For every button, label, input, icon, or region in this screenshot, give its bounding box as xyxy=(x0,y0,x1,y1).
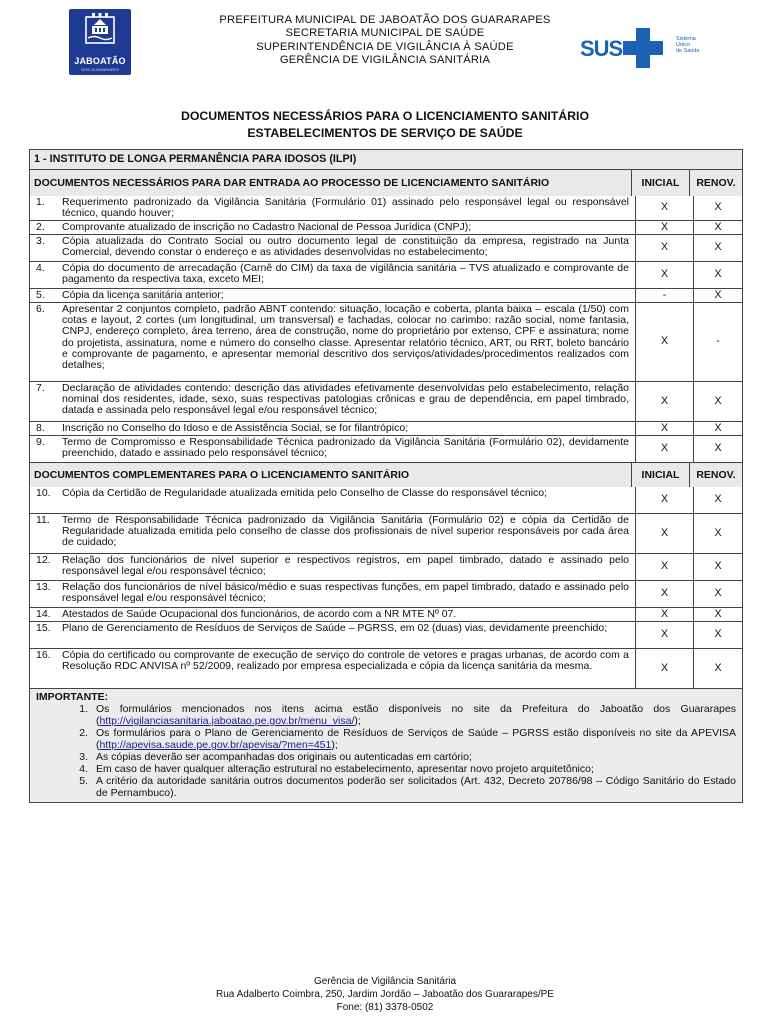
item-text: Termo de Responsabilidade Técnica padronizado da Vigilância Sanitária (Formulário 02) e cópia da Certidão de Regularidade atualizada emitida pelo conselho de classe dos profissionais de nível superior responsáveis por cada área de cuidado; xyxy=(62,514,629,549)
col-inicial: INICIAL xyxy=(632,170,690,196)
requirement-cell xyxy=(30,235,636,261)
requirement-cell xyxy=(30,303,636,381)
inicial-mark: X xyxy=(636,303,694,381)
requirement-cell xyxy=(30,382,636,421)
title-line-1: DOCUMENTOS NECESSÁRIOS PARA O LICENCIAMENTO SANITÁRIO xyxy=(180,109,590,123)
important-item-number: 5. xyxy=(79,775,88,787)
item-number: 3. xyxy=(36,235,45,247)
item-number: 15. xyxy=(36,622,51,634)
table-row xyxy=(30,513,742,553)
important-item-text xyxy=(96,763,736,775)
table-row xyxy=(30,381,742,421)
important-link[interactable]: http://vigilanciasanitaria.jaboatao.pe.gov.br/menu_visa/ xyxy=(99,715,355,727)
city-crest-icon xyxy=(84,13,116,47)
important-text-post: ); xyxy=(354,715,361,727)
page-footer xyxy=(100,975,670,1014)
renov-mark: X xyxy=(714,288,722,301)
section-title: 1 - INSTITUTO DE LONGA PERMANÊNCIA PARA IDOSOS (ILPI) xyxy=(30,150,742,169)
renov-mark: X xyxy=(714,241,722,254)
table-row xyxy=(30,580,742,607)
sus-logo xyxy=(580,28,710,72)
table-row xyxy=(30,553,742,580)
inicial-mark: X xyxy=(636,436,694,462)
important-item-number: 2. xyxy=(79,727,88,739)
inicial-mark: X xyxy=(636,554,694,580)
item-text: Plano de Gerenciamento de Resíduos de Serviços de Saúde – PGRSS, em 02 (duas) vias, devidamente preenchido; xyxy=(62,622,608,634)
requirement-cell xyxy=(30,221,636,234)
inicial-mark: X xyxy=(636,422,694,435)
requirement-cell xyxy=(30,196,636,220)
table-row xyxy=(30,487,742,513)
item-text: Cópia da Certidão de Regularidade atualizada emitida pelo Conselho de Classe do responsável técnico; xyxy=(62,487,548,499)
important-item-number: 4. xyxy=(79,763,88,775)
item-number: 9. xyxy=(36,436,45,448)
requirement-cell xyxy=(30,487,636,513)
renov-mark: X xyxy=(714,268,722,281)
requirement-cell xyxy=(30,554,636,580)
logo-subtitle: DOS GUARARAPES xyxy=(81,67,119,72)
title-line-2: ESTABELECIMENTOS DE SERVIÇO DE SAÚDE xyxy=(247,125,523,140)
table-row xyxy=(30,234,742,261)
item-number: 4. xyxy=(36,262,45,274)
item-number: 6. xyxy=(36,303,45,315)
item-text: Cópia do documento de arrecadação (Carnê do CIM) da taxa de vigilância sanitária – TVS atualizado e comprovante de pagamento da respectiva taxa, exceto MEI; xyxy=(62,262,629,286)
renov-mark: X xyxy=(714,394,722,407)
inicial-mark: X xyxy=(636,649,694,688)
table-row xyxy=(30,261,742,288)
item-text: Cópia atualizada do Contrato Social ou outro documento legal de constituição da empresa, registrado na Junta Comercial, devendo constar o endereço e as atividades desenvolvidas no estabelecimento; xyxy=(62,235,629,259)
important-item-text xyxy=(96,775,736,799)
important-row xyxy=(30,688,742,802)
item-text: Relação dos funcionários de nível superior e respectivos registros, em papel timbrado, datado e assinado pelo responsável legal e/ou responsável técnico; xyxy=(62,554,629,578)
footer-line-1: Gerência de Vigilância Sanitária xyxy=(313,976,457,987)
footer-line-3: Fone: (81) 3378-0502 xyxy=(336,1002,434,1013)
sus-cross-icon xyxy=(623,28,663,68)
renov-mark: X xyxy=(714,526,722,539)
requirement-cell xyxy=(30,262,636,288)
important-link[interactable]: http://apevisa.saude.pe.gov.br/apevisa/?men=451 xyxy=(99,739,332,751)
inicial-mark: X xyxy=(636,622,694,648)
item-text: Atestados de Saúde Ocupacional dos funcionários, de acordo com a NR MTE Nº 07. xyxy=(62,608,457,620)
item-text: Inscrição no Conselho do Idoso e de Assistência Social, se for filantrópico; xyxy=(62,422,409,434)
table-row xyxy=(30,220,742,234)
item-number: 16. xyxy=(36,649,51,661)
renov-mark: X xyxy=(714,493,722,506)
table-row xyxy=(30,421,742,435)
item-number: 11. xyxy=(36,514,50,526)
header-line-2: SECRETARIA MUNICIPAL DE SAÚDE xyxy=(285,27,485,40)
important-item xyxy=(36,703,736,727)
item-number: 10. xyxy=(36,487,51,499)
important-item-text xyxy=(96,751,736,763)
inicial-mark: X xyxy=(636,514,694,553)
renov-mark: X xyxy=(714,201,722,214)
col-inicial: INICIAL xyxy=(632,463,690,487)
renov-mark: - xyxy=(716,335,720,348)
document-title xyxy=(100,108,670,141)
table2-head: DOCUMENTOS COMPLEMENTARES PARA O LICENCIAMENTO SANITÁRIO xyxy=(30,463,632,487)
item-text: Cópia do certificado ou comprovante de execução de serviço do controle de vetores e pragas urbanas, de acordo com a Resolução RDC ANVISA nº 52/2009, realizado por empresa especializada e cópia da licença sanitária da mesma. xyxy=(62,649,629,673)
item-number: 1. xyxy=(36,196,45,208)
renov-mark: X xyxy=(714,220,722,233)
important-item xyxy=(36,727,736,751)
important-text-pre: As cópias deverão ser acompanhadas dos originais ou autenticadas em cartório; xyxy=(96,751,472,763)
table1-header-row xyxy=(30,169,742,196)
requirement-cell xyxy=(30,622,636,648)
renov-mark: X xyxy=(714,560,722,573)
requirement-cell xyxy=(30,649,636,688)
col-renov: RENOV. xyxy=(696,177,736,189)
inicial-mark: X xyxy=(636,382,694,421)
item-text: Apresentar 2 conjuntos completo, padrão ABNT contendo: situação, locação e coberta, planta baixa – escala (1/50) com cotas e layout, 2 cortes (um longitudinal, um transversal) e fachadas, colocar no carimbo: razão social, nome fantasia, CNPJ, endereço completo, área terreno, área de construção, nome do proprietário por extenso, CPF e assinatura; nome do projetista, assinatura, nome e número do conselho classe. Apresentar relatório técnico, ART, ou RRT, boleto bancário e comprovante de pagamento, e apresentar memorial descritivo dos serviços/atividades/procedimentos realizados com detalhes; xyxy=(62,303,629,372)
item-number: 8. xyxy=(36,422,45,434)
requirement-cell xyxy=(30,289,636,302)
item-text: Cópia da licença sanitária anterior; xyxy=(62,289,224,301)
table-row xyxy=(30,621,742,648)
sus-tagline xyxy=(676,36,700,55)
header-line-4: GERÊNCIA DE VIGILÂNCIA SANITÁRIA xyxy=(279,54,491,67)
table1-head: DOCUMENTOS NECESSÁRIOS PARA DAR ENTRADA AO PROCESSO DE LICENCIAMENTO SANITÁRIO xyxy=(30,170,632,196)
header-line-3: SUPERINTENDÊNCIA DE VIGILÂNCIA À SAÚDE xyxy=(256,40,514,53)
header-line-1: PREFEITURA MUNICIPAL DE JABOATÃO DOS GUARARAPES xyxy=(219,14,551,26)
inicial-mark: X xyxy=(636,235,694,261)
institution-header xyxy=(180,14,590,68)
important-text-pre: Os formulários mencionados nos itens acima estão disponíveis no site da Prefeitura do Jaboatão dos Guararapes ( xyxy=(96,703,736,727)
item-number: 2. xyxy=(36,221,45,233)
page-header xyxy=(0,0,770,90)
logo-city-name: JABOATÃO xyxy=(74,56,126,66)
sus-tag-3: de Saúde xyxy=(676,48,700,55)
renov-mark: X xyxy=(714,442,722,455)
item-number: 13. xyxy=(36,581,51,593)
requirement-cell xyxy=(30,608,636,621)
sus-tag-2: Único xyxy=(676,42,691,49)
table-row xyxy=(30,648,742,688)
item-text: Comprovante atualizado de inscrição no Cadastro Nacional de Pessoa Jurídica (CNPJ); xyxy=(62,221,472,233)
renov-mark: X xyxy=(714,628,722,641)
item-text: Requerimento padronizado da Vigilância Sanitária (Formulário 01) assinado pelo responsável legal ou responsável técnico, quando houver; xyxy=(62,196,629,220)
requirements-table xyxy=(29,149,743,803)
item-number: 5. xyxy=(36,289,45,301)
jaboatao-logo xyxy=(69,9,131,75)
table2-header-row xyxy=(30,462,742,487)
item-text: Relação dos funcionários de nível básico/médio e suas respectivas funções, em papel timbrado, datado e assinado pelo responsável legal e/ou responsável técnico; xyxy=(62,581,629,605)
inicial-mark: X xyxy=(636,196,694,220)
item-number: 12. xyxy=(36,554,51,566)
requirement-cell xyxy=(30,514,636,553)
table-row xyxy=(30,288,742,302)
important-item xyxy=(36,775,736,799)
important-box xyxy=(30,689,742,802)
important-item-number: 3. xyxy=(79,751,88,763)
important-item-text xyxy=(96,703,736,727)
requirement-cell xyxy=(30,436,636,462)
renov-mark: X xyxy=(714,421,722,434)
important-item xyxy=(36,763,736,775)
table-row xyxy=(30,607,742,621)
important-text-post: ); xyxy=(331,739,338,751)
important-item-number: 1. xyxy=(79,703,88,715)
item-number: 7. xyxy=(36,382,45,394)
item-text: Declaração de atividades contendo: descrição das atividades efetivamente desenvolvidas pelo estabelecimento, relação nominal dos residentes, idade, sexo, suas respectivas patologias crônicas e grau de dependência, em papel timbrado, datada e assinada pelo responsável legal e/ou responsável técnico; xyxy=(62,382,629,417)
inicial-mark: X xyxy=(636,608,694,621)
table-row xyxy=(30,196,742,220)
inicial-mark: X xyxy=(636,221,694,234)
item-number: 14. xyxy=(36,608,51,620)
sus-wordmark: SUS xyxy=(580,36,623,61)
important-item xyxy=(36,751,736,763)
inicial-mark: - xyxy=(636,289,694,302)
important-item-text xyxy=(96,727,736,751)
col-renov: RENOV. xyxy=(696,469,736,481)
sus-tag-1: Sistema xyxy=(676,36,696,42)
table-row xyxy=(30,435,742,462)
table-row xyxy=(30,302,742,381)
inicial-mark: X xyxy=(636,487,694,513)
renov-mark: X xyxy=(714,661,722,674)
important-text-pre: Os formulários para o Plano de Gerenciamento de Resíduos de Serviços de Saúde – PGRSS estão disponíveis no site da APEVISA ( xyxy=(96,727,736,751)
requirement-cell xyxy=(30,422,636,435)
important-text-pre: Em caso de haver qualquer alteração estrutural no estabelecimento, apresentar novo projeto arquitetônico; xyxy=(96,763,594,775)
inicial-mark: X xyxy=(636,262,694,288)
renov-mark: X xyxy=(714,607,722,620)
important-text-pre: A critério da autoridade sanitária outros documentos poderão ser solicitados (Art. 432, Decreto 20786/98 – Código Sanitário do Estado de Pernambuco). xyxy=(96,775,736,799)
requirement-cell xyxy=(30,581,636,607)
renov-mark: X xyxy=(714,587,722,600)
inicial-mark: X xyxy=(636,581,694,607)
footer-line-2: Rua Adalberto Coimbra, 250, Jardim Jordão – Jaboatão dos Guararapes/PE xyxy=(216,989,554,1000)
important-title: IMPORTANTE: xyxy=(36,691,109,703)
item-text: Termo de Compromisso e Responsabilidade Técnica padronizado da Vigilância Sanitária (Formulário 02), devidamente preenchido, datado e assinado pelo responsável técnico; xyxy=(62,436,629,460)
